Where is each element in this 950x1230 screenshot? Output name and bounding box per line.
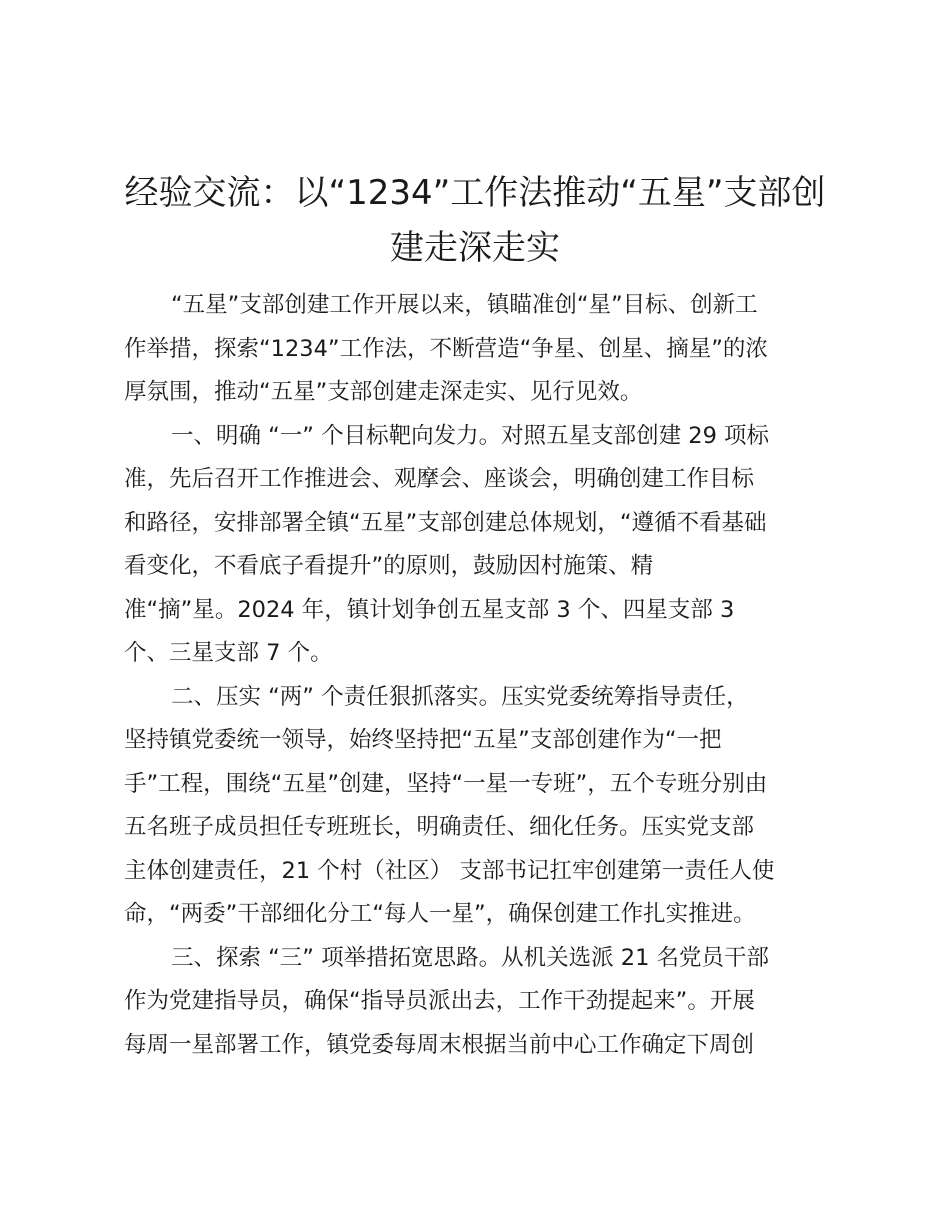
section-two-line: 手”工程，围绕“五星”创建，坚持“一星一专班”，五个专班分别由 [124,770,768,797]
section-one-line: 一、明确 “一” 个目标靶向发力。对照五星支部创建 29 项标 [171,422,770,449]
document-body [124,284,844,1067]
section-one-line: 准“摘”星。2024 年，镇计划争创五星支部 3 个、四星支部 3 [124,596,735,623]
title-line-1: 经验交流：以“1234”工作法推动“五星”支部创 [124,173,826,213]
title-line-2: 建走深走实 [390,228,560,268]
section-three-line: 三、探索 “三” 项举措拓宽思路。从机关选派 21 名党员干部 [171,944,770,971]
section-one-line: 看变化，不看底子看提升”的原则，鼓励因村施策、精 [124,553,654,579]
section-two-line: 二、压实 “两” 个责任狠抓落实。压实党委统筹指导责任， [171,683,749,710]
section-two-line: 命，“两委”干部细化分工“每人一星”，确保创建工作扎实推进。 [124,901,756,927]
section-two-line: 五名班子成员担任专班班长，明确责任、细化任务。压实党支部 [124,814,755,840]
intro-paragraph-line: 厚氛围，推动“五星”支部创建走深走实、见行见效。 [124,379,643,405]
intro-paragraph-line: 作举措，探索“1234”工作法，不断营造“争星、创星、摘星”的浓 [124,335,768,362]
section-one-line: 准，先后召开工作推进会、观摩会、座谈会，明确创建工作目标 [124,466,755,492]
section-two-line: 坚持镇党委统一领导，始终坚持把“五星”支部创建作为“一把 [124,727,722,753]
section-one-line: 和路径，安排部署全镇“五星”支部创建总体规划，“遵循不看基础 [124,509,767,536]
section-three-line: 作为党建指导员，确保“指导员派出去，工作干劲提起来”。开展 [124,988,755,1014]
intro-paragraph-line: “五星”支部创建工作开展以来，镇瞄准创“星”目标、创新工 [171,292,758,318]
section-one-line: 个、三星支部 7 个。 [124,640,333,666]
section-two-line: 主体创建责任，21 个村（社区） 支部书记扛牢创建第一责任人使 [124,857,775,884]
document-title [110,166,840,276]
section-three-line: 每周一星部署工作，镇党委每周末根据当前中心工作确定下周创 [124,1031,755,1058]
